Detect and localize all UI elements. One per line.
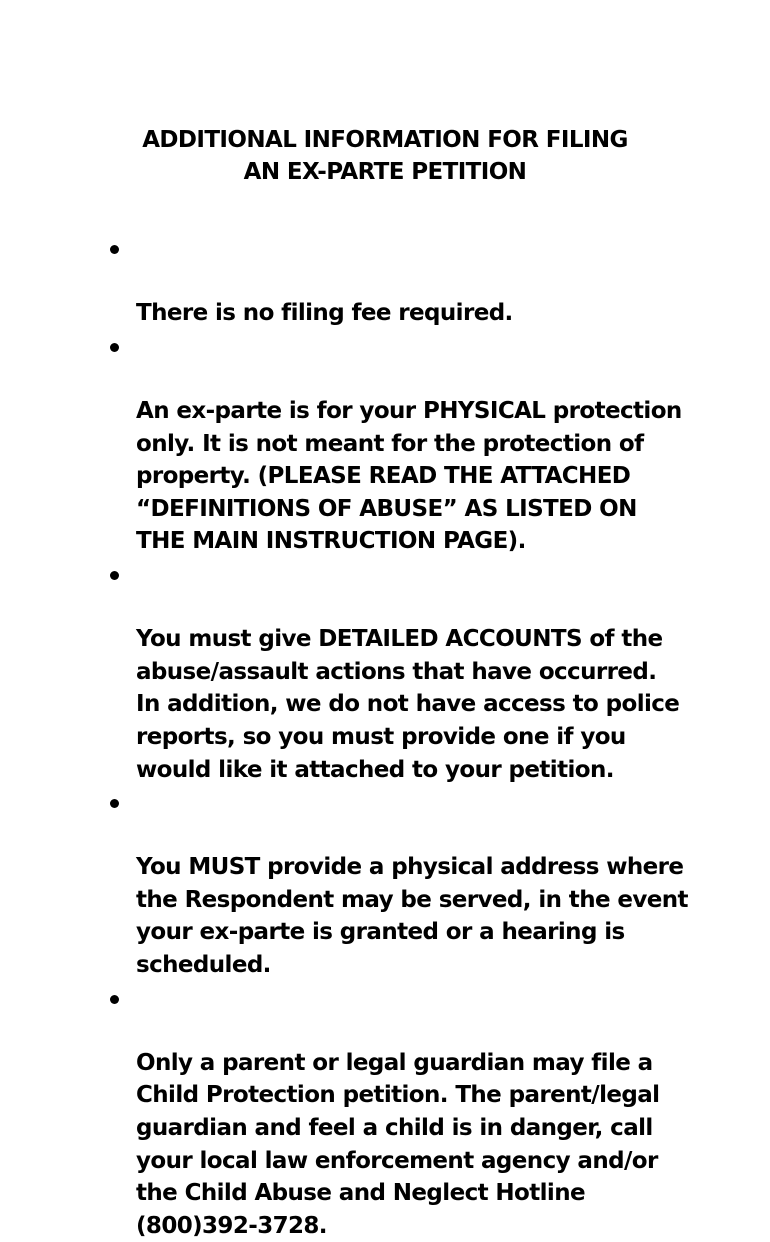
title-line-1: ADDITIONAL INFORMATION FOR FILING (142, 127, 628, 153)
list-item-detailed-accounts (106, 558, 746, 786)
information-list (106, 232, 746, 1242)
list-item-text: You MUST provide a physical address where the Respondent may be served, in the event your ex-parte is granted or a hearing is scheduled. (136, 854, 688, 979)
list-item-text: Only a parent or legal guardian may file a Child Protection petition. The parent/legal guardian and feel a child is in danger, call your local law enforcement agency and/or the Child Abuse and Neglect Hotline (800)392-3728. (136, 1049, 660, 1239)
bullet-dot-icon (110, 343, 119, 352)
list-item-child-protection (106, 982, 746, 1242)
title-line-2: AN EX-PARTE PETITION (243, 159, 527, 185)
bullet-dot-icon (110, 245, 119, 254)
list-item-text: There is no filing fee required. (136, 300, 513, 327)
document-title (0, 124, 770, 188)
list-item-text: You must give DETAILED ACCOUNTS of the abuse/assault actions that have occurred. In addition, we do not have access to police reports, so you must provide one if you would like it attached to your petition. (136, 626, 680, 783)
bullet-dot-icon (110, 571, 119, 580)
list-item-no-fee (106, 232, 746, 330)
bullet-dot-icon (110, 799, 119, 808)
list-item-physical-address (106, 786, 746, 982)
list-item-physical-protection (106, 330, 746, 558)
list-item-text: An ex-parte is for your PHYSICAL protection only. It is not meant for the protection of property. (PLEASE READ THE ATTACHED “DEFINITIONS OF ABUSE” AS LISTED ON THE MAIN INSTRUCTION PAGE). (136, 397, 682, 555)
bullet-dot-icon (110, 995, 119, 1004)
